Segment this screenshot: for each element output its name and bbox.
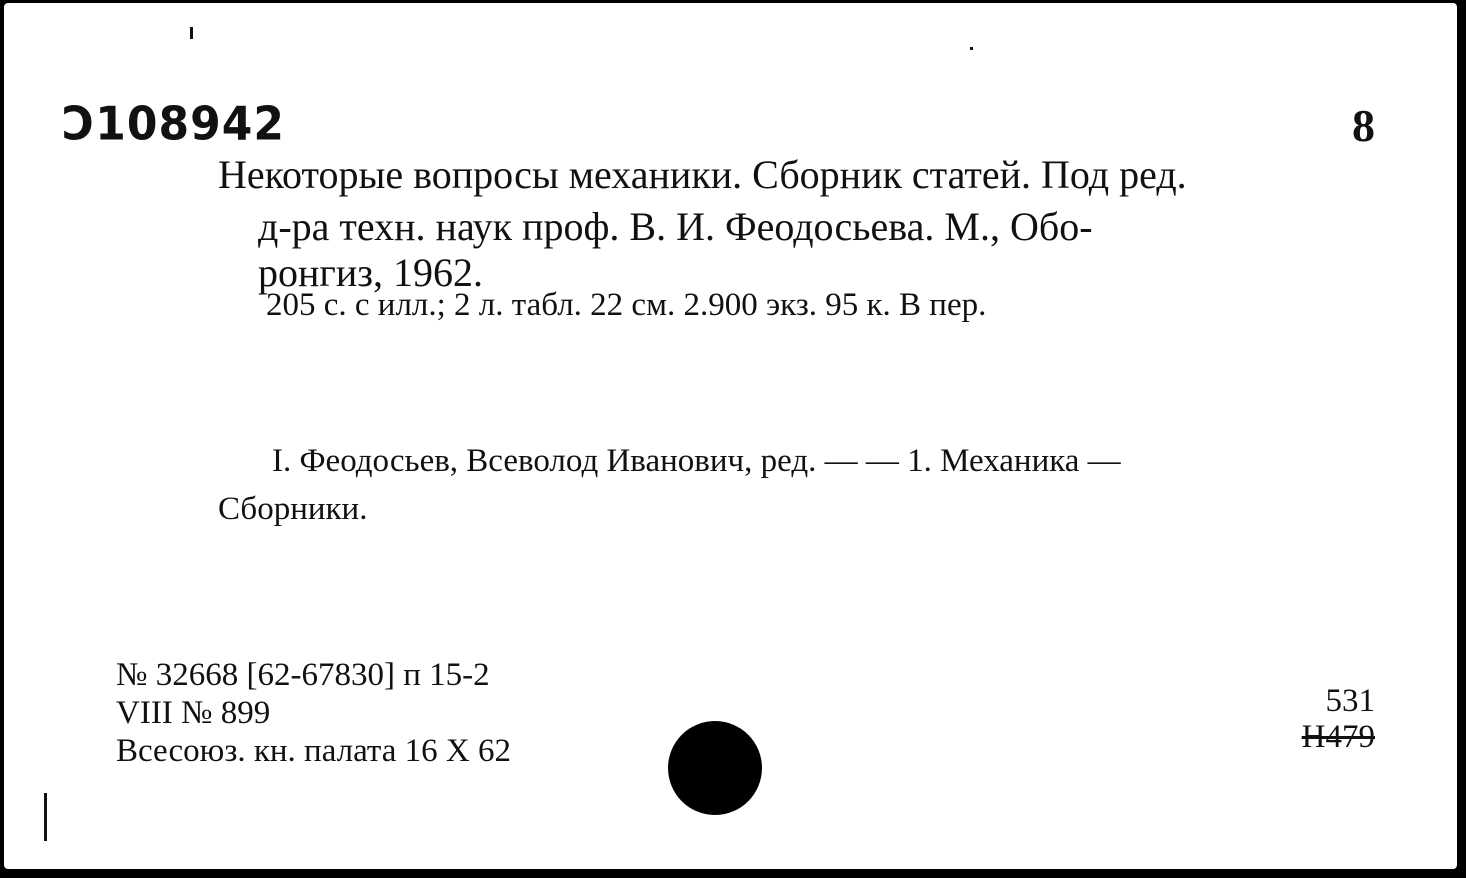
subject-line-2: Сборники. xyxy=(218,491,368,527)
corner-number: 8 xyxy=(1352,100,1375,151)
registry-line-3: Всесоюз. кн. палата 16 X 62 xyxy=(116,733,511,769)
title-line-1: Некоторые вопросы механики. Сборник статей. Под ред. xyxy=(218,152,1187,197)
registry-line-2: VIII № 899 xyxy=(116,695,271,731)
classification-number: 531 xyxy=(1325,683,1375,719)
margin-tick xyxy=(970,47,973,50)
title-line-2: д-ра техн. наук проф. В. И. Феодосьева. М., Обо- xyxy=(258,204,1093,249)
margin-tick xyxy=(190,27,193,39)
punch-hole xyxy=(668,721,762,815)
subject-line-1: I. Феодосьев, Всеволод Иванович, ред. — — 1. Механика — xyxy=(272,443,1121,479)
title-line-3: ронгиз, 1962. xyxy=(258,250,484,295)
handwritten-inventory-number: Ɔ108942 xyxy=(62,97,285,152)
registry-line-1: № 32668 [62-67830] п 15-2 xyxy=(116,657,490,693)
catalog-card xyxy=(4,3,1457,869)
margin-tick xyxy=(44,793,47,841)
author-mark: Н479 xyxy=(1301,719,1375,755)
physical-description: 205 с. с илл.; 2 л. табл. 22 см. 2.900 экз. 95 к. В пер. xyxy=(266,287,987,323)
